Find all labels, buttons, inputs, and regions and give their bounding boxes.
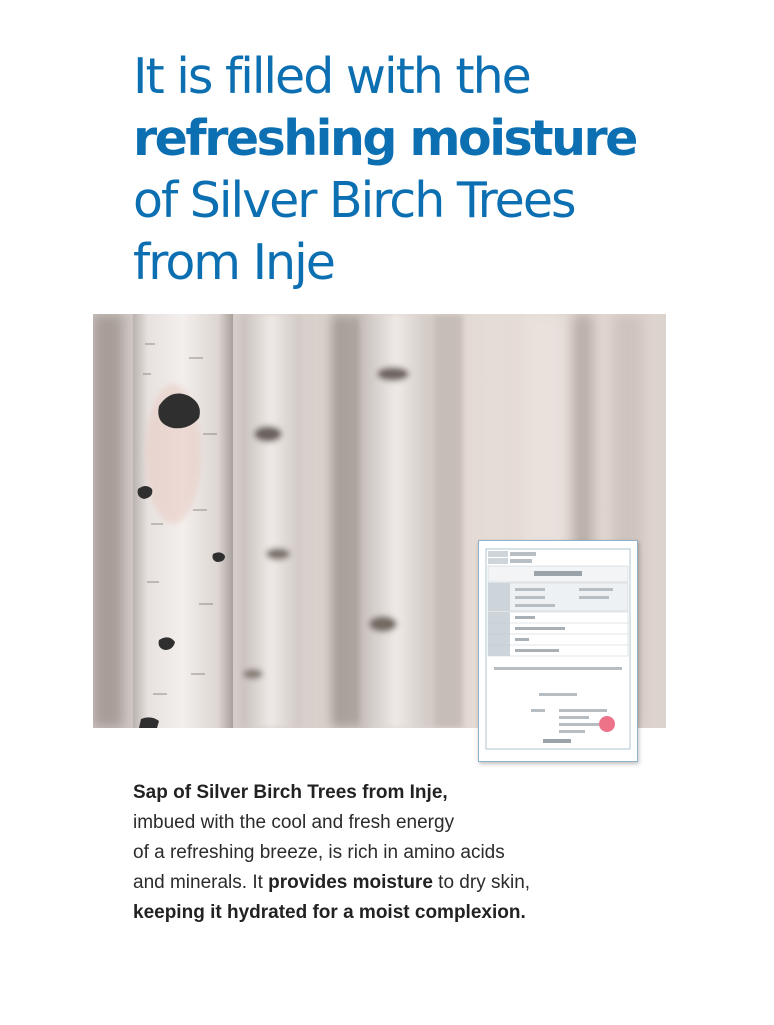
body-text: [133, 778, 693, 928]
body-line-1-bold: Sap of Silver Birch Trees from Inje,: [133, 782, 448, 803]
certificate-document: [478, 540, 638, 762]
body-line-2: imbued with the cool and fresh energy: [133, 812, 455, 833]
headline-line-1: It is filled with the: [133, 48, 530, 105]
body-line-4-pre: and minerals. It: [133, 872, 269, 893]
body-line-3: of a refreshing breeze, is rich in amino acids: [133, 842, 505, 863]
headline: [133, 46, 733, 294]
headline-line-4: from Inje: [133, 234, 334, 291]
body-line-4-bold: provides moisture: [268, 872, 433, 893]
body-line-4: [133, 868, 693, 898]
body-line-4-post: to dry skin,: [432, 872, 531, 893]
headline-line-2-bold: refreshing moisture: [133, 110, 636, 167]
body-line-5: [133, 898, 693, 928]
body-line-5-bold: keeping it hydrated for a moist complexion.: [133, 902, 526, 923]
headline-line-3: of Silver Birch Trees: [133, 172, 575, 229]
body-line-1: [133, 778, 693, 808]
